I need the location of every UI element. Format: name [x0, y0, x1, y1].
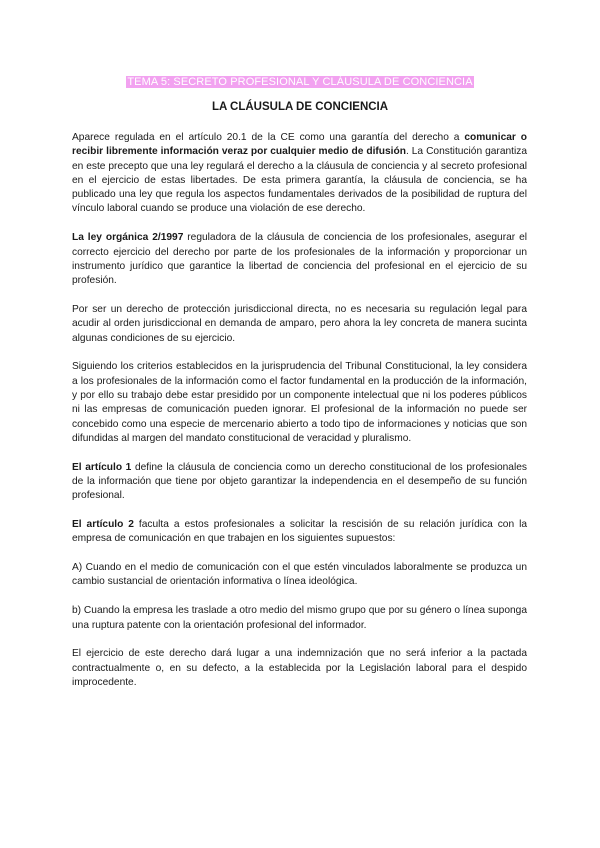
paragraph-text: reguladora de la cláusula de conciencia de los profesionales, asegurar el correcto ejercicio del derecho por parte de los profesionales de la información y proporcionar un instrumento jurídico que garantice la libertad de conciencia del profesional en el ejercicio de su profesión. — [72, 232, 527, 287]
paragraph-ley-organica — [72, 231, 527, 288]
emphasis-text: comunicar o recibir libremente información veraz por cualquier medio de difusión — [72, 132, 528, 158]
document-body — [72, 131, 527, 705]
paragraph-text: faculta a estos profesionales a solicitar la rescisión de su relación jurídica con la empresa de comunicación en que trabajen en los siguientes supuestos: — [72, 519, 528, 545]
paragraph-articulo-2 — [72, 518, 527, 547]
document-title: LA CLÁUSULA DE CONCIENCIA — [211, 101, 389, 113]
paragraph-supuesto-a: A) Cuando en el medio de comunicación con el que estén vinculados laboralmente se produzca un cambio sustancial de orientación informativa o línea ideológica. — [72, 562, 527, 588]
paragraph-supuesto-b: b) Cuando la empresa les traslade a otro medio del mismo grupo que por su género o línea suponga una ruptura patente con la orientación profesional del informador. — [72, 605, 527, 631]
paragraph-text: . La Constitución garantiza en este precepto que una ley regulará el derecho a la cláusula de conciencia y al secreto profesional en el ejercicio de estas libertades. De esta primera garantía, la cláusula de conciencia, se ha publicado una ley que regula los aspectos fundamentales derivados de la posibilidad de ruptura del vínculo laboral cuando se produce una violación de ese derecho. — [72, 146, 528, 215]
topic-header — [0, 72, 600, 90]
paragraph-text: Aparece regulada en el artículo 20.1 de la CE como una garantía del derecho a — [72, 132, 465, 143]
emphasis-text: El artículo 1 — [72, 461, 132, 473]
paragraph-jurisprudencia: Siguiendo los criterios establecidos en la jurisprudencia del Tribunal Constitucional, la ley considera a los profesionales de la información como el factor fundamental en la producción de la información, y por ello su trabajo debe estar presidido por un componente intelectual que ni los poderes públicos ni las empresas de comunicación pueden ignorar. El profesional de la información no puede ser concebido como una especie de mercenario abierto a todo tipo de informaciones y noticias que son difundidas al margen del mandato constitucional de veracidad y pluralismo. — [72, 361, 527, 444]
paragraph-intro — [72, 131, 527, 217]
topic-header-text: TEMA 5: SECRETO PROFESIONAL Y CLÁUSULA DE CONCIENCIA — [127, 76, 473, 88]
emphasis-text: La ley orgánica 2/1997 — [72, 232, 184, 244]
emphasis-text: El artículo 2 — [72, 519, 134, 531]
paragraph-indemnizacion: El ejercicio de este derecho dará lugar a una indemnización que no será inferior a la pactada contractualmente o, en su defecto, a la establecida por la Legislación laboral para el despido improcedente. — [72, 648, 527, 688]
paragraph-proteccion: Por ser un derecho de protección jurisdiccional directa, no es necesaria su regulación legal para acudir al orden jurisdiccional en demanda de amparo, pero ahora la ley concreta de manera sucinta algunas condiciones de su ejercicio. — [72, 303, 527, 344]
paragraph-articulo-1 — [72, 461, 527, 504]
paragraph-text: define la cláusula de conciencia como un derecho constitucional de los profesionales de la información que tiene por objeto garantizar la independencia en el desempeño de su función profesional. — [72, 461, 527, 502]
